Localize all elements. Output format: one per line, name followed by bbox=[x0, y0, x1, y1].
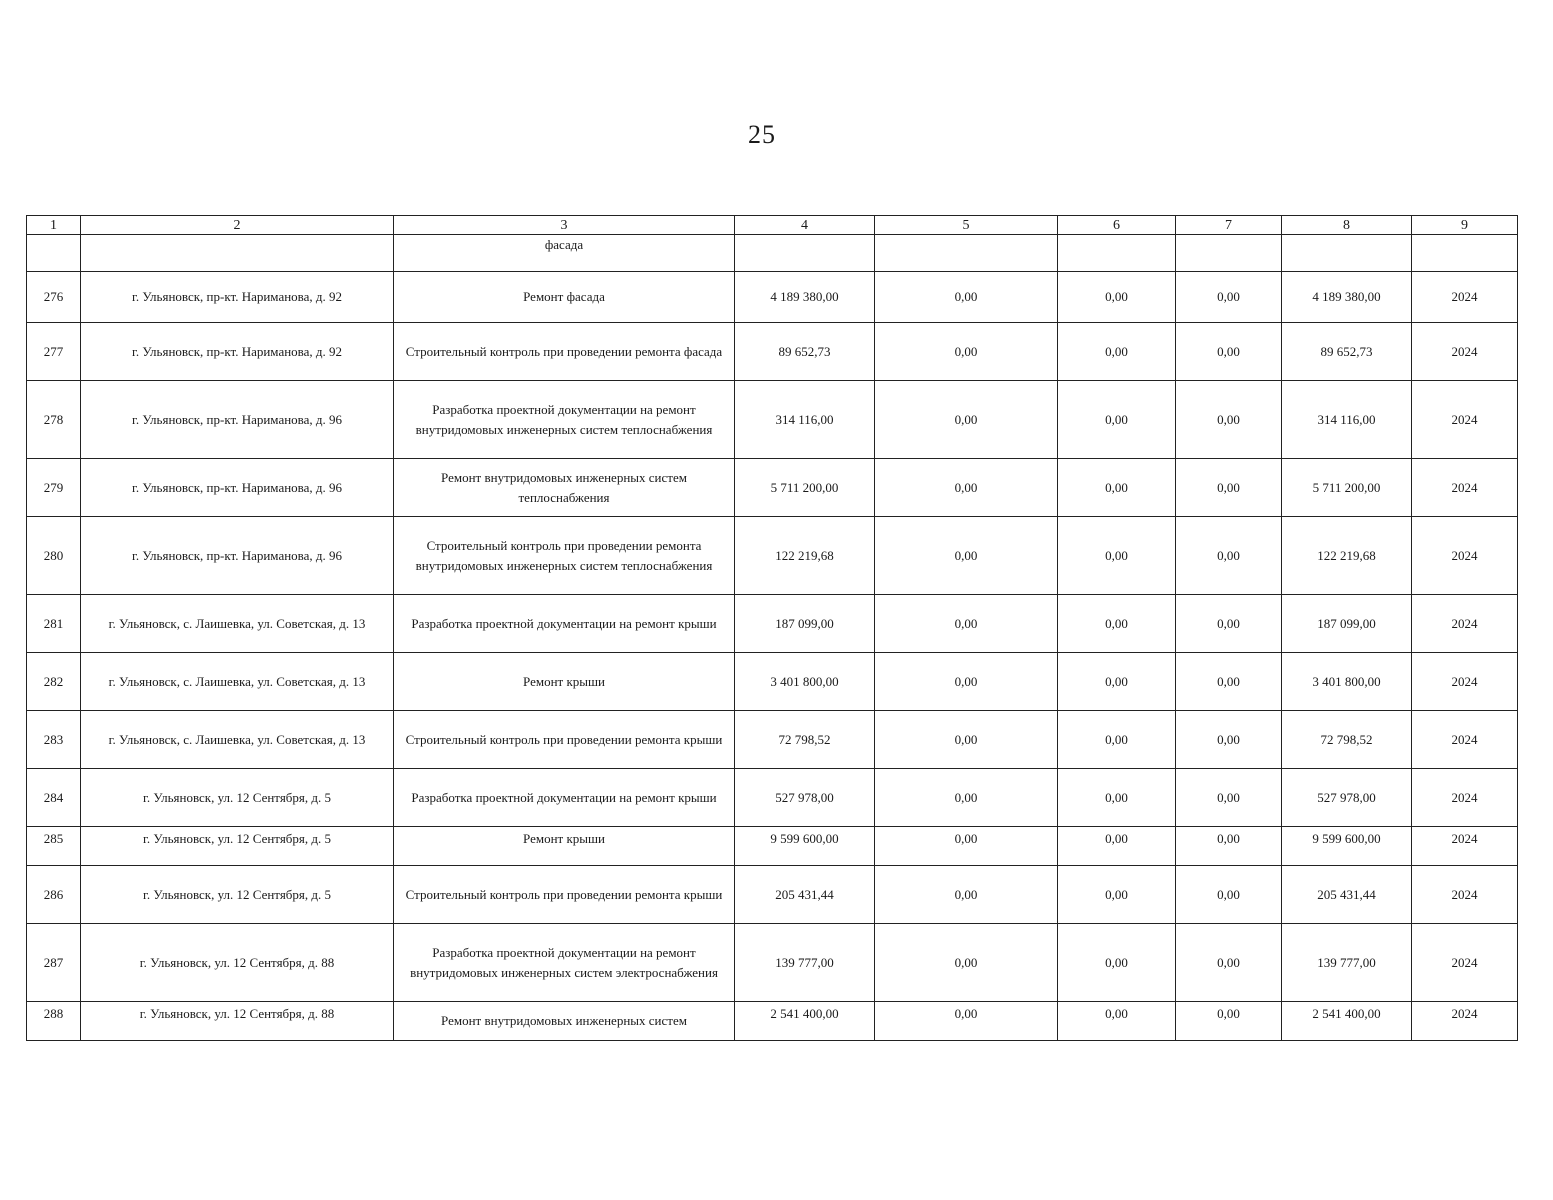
address-cell: г. Ульяновск, с. Лаишевка, ул. Советская, д. 13 bbox=[81, 711, 394, 769]
year-cell: 2024 bbox=[1412, 459, 1518, 517]
value-cell-8: 527 978,00 bbox=[1282, 769, 1412, 827]
value-cell-8: 9 599 600,00 bbox=[1282, 827, 1412, 866]
value-cell-7: 0,00 bbox=[1176, 323, 1282, 381]
value-cell-7: 0,00 bbox=[1176, 272, 1282, 323]
column-header: 1 bbox=[27, 216, 81, 235]
row-number: 278 bbox=[27, 381, 81, 459]
value-cell-5: 0,00 bbox=[875, 272, 1058, 323]
row-number: 286 bbox=[27, 866, 81, 924]
table-row bbox=[27, 924, 1518, 1002]
value-cell-5: 0,00 bbox=[875, 711, 1058, 769]
table-row bbox=[27, 769, 1518, 827]
table-row bbox=[27, 1002, 1518, 1041]
value-cell-7: 0,00 bbox=[1176, 653, 1282, 711]
value-cell-5: 0,00 bbox=[875, 459, 1058, 517]
value-cell-7: 0,00 bbox=[1176, 517, 1282, 595]
value-cell-7: 0,00 bbox=[1176, 827, 1282, 866]
value-cell-6: 0,00 bbox=[1058, 711, 1176, 769]
year-cell: 2024 bbox=[1412, 272, 1518, 323]
address-cell: г. Ульяновск, ул. 12 Сентября, д. 5 bbox=[81, 827, 394, 866]
value-cell-6: 0,00 bbox=[1058, 323, 1176, 381]
table-row bbox=[27, 653, 1518, 711]
table-row bbox=[27, 827, 1518, 866]
value-cell-8: 5 711 200,00 bbox=[1282, 459, 1412, 517]
value-cell-8: 72 798,52 bbox=[1282, 711, 1412, 769]
value-cell-6: 0,00 bbox=[1058, 595, 1176, 653]
value-cell-5: 0,00 bbox=[875, 517, 1058, 595]
value-cell-4: 187 099,00 bbox=[735, 595, 875, 653]
value-cell-6: 0,00 bbox=[1058, 1002, 1176, 1041]
work-cell: Разработка проектной документации на ремонт крыши bbox=[394, 769, 735, 827]
work-cell: фасада bbox=[394, 235, 735, 272]
column-header: 7 bbox=[1176, 216, 1282, 235]
table-row bbox=[27, 517, 1518, 595]
value-cell-8: 4 189 380,00 bbox=[1282, 272, 1412, 323]
work-cell: Строительный контроль при проведении ремонта внутридомовых инженерных систем теплоснабжения bbox=[394, 517, 735, 595]
column-header: 5 bbox=[875, 216, 1058, 235]
year-cell: 2024 bbox=[1412, 924, 1518, 1002]
column-header: 4 bbox=[735, 216, 875, 235]
table-row bbox=[27, 323, 1518, 381]
address-cell: г. Ульяновск, ул. 12 Сентября, д. 5 bbox=[81, 769, 394, 827]
value-cell-8: 3 401 800,00 bbox=[1282, 653, 1412, 711]
address-cell: г. Ульяновск, с. Лаишевка, ул. Советская, д. 13 bbox=[81, 595, 394, 653]
row-number: 276 bbox=[27, 272, 81, 323]
value-cell-4: 72 798,52 bbox=[735, 711, 875, 769]
row-number: 287 bbox=[27, 924, 81, 1002]
year-cell: 2024 bbox=[1412, 595, 1518, 653]
row-number: 277 bbox=[27, 323, 81, 381]
table-row bbox=[27, 381, 1518, 459]
value-cell-6: 0,00 bbox=[1058, 769, 1176, 827]
value-cell-8: 2 541 400,00 bbox=[1282, 1002, 1412, 1041]
address-cell: г. Ульяновск, пр-кт. Нариманова, д. 96 bbox=[81, 381, 394, 459]
column-header: 3 bbox=[394, 216, 735, 235]
table-row bbox=[27, 272, 1518, 323]
work-cell: Строительный контроль при проведении ремонта крыши bbox=[394, 866, 735, 924]
value-cell-6: 0,00 bbox=[1058, 381, 1176, 459]
work-cell: Ремонт внутридомовых инженерных систем теплоснабжения bbox=[394, 459, 735, 517]
value-cell-4: 89 652,73 bbox=[735, 323, 875, 381]
address-cell: г. Ульяновск, пр-кт. Нариманова, д. 92 bbox=[81, 272, 394, 323]
value-cell-6: 0,00 bbox=[1058, 517, 1176, 595]
value-cell-5: 0,00 bbox=[875, 381, 1058, 459]
value-cell-7: 0,00 bbox=[1176, 381, 1282, 459]
row-number: 285 bbox=[27, 827, 81, 866]
value-cell-6: 0,00 bbox=[1058, 653, 1176, 711]
value-cell-5: 0,00 bbox=[875, 769, 1058, 827]
row-number: 288 bbox=[27, 1002, 81, 1041]
value-cell-7: 0,00 bbox=[1176, 924, 1282, 1002]
column-header: 8 bbox=[1282, 216, 1412, 235]
address-cell: г. Ульяновск, пр-кт. Нариманова, д. 96 bbox=[81, 459, 394, 517]
value-cell-4: 122 219,68 bbox=[735, 517, 875, 595]
address-cell: г. Ульяновск, ул. 12 Сентября, д. 88 bbox=[81, 924, 394, 1002]
value-cell-6: 0,00 bbox=[1058, 272, 1176, 323]
year-cell: 2024 bbox=[1412, 827, 1518, 866]
address-cell: г. Ульяновск, пр-кт. Нариманова, д. 96 bbox=[81, 517, 394, 595]
value-cell-5: 0,00 bbox=[875, 827, 1058, 866]
value-cell-6: 0,00 bbox=[1058, 827, 1176, 866]
year-cell: 2024 bbox=[1412, 323, 1518, 381]
value-cell-7: 0,00 bbox=[1176, 595, 1282, 653]
value-cell-7: 0,00 bbox=[1176, 459, 1282, 517]
continuation-row bbox=[27, 235, 1518, 272]
value-cell-8: 314 116,00 bbox=[1282, 381, 1412, 459]
value-cell-8: 187 099,00 bbox=[1282, 595, 1412, 653]
value-cell-7: 0,00 bbox=[1176, 1002, 1282, 1041]
address-cell: г. Ульяновск, ул. 12 Сентября, д. 5 bbox=[81, 866, 394, 924]
value-cell-7: 0,00 bbox=[1176, 866, 1282, 924]
value-cell-4: 139 777,00 bbox=[735, 924, 875, 1002]
year-cell: 2024 bbox=[1412, 1002, 1518, 1041]
value-cell-4: 9 599 600,00 bbox=[735, 827, 875, 866]
value-cell-8: 139 777,00 bbox=[1282, 924, 1412, 1002]
value-cell-6: 0,00 bbox=[1058, 866, 1176, 924]
value-cell-5: 0,00 bbox=[875, 595, 1058, 653]
work-cell: Ремонт внутридомовых инженерных систем bbox=[394, 1002, 735, 1041]
year-cell: 2024 bbox=[1412, 653, 1518, 711]
row-number: 280 bbox=[27, 517, 81, 595]
value-cell-6: 0,00 bbox=[1058, 459, 1176, 517]
row-number: 281 bbox=[27, 595, 81, 653]
value-cell-4: 4 189 380,00 bbox=[735, 272, 875, 323]
year-cell: 2024 bbox=[1412, 711, 1518, 769]
works-table bbox=[26, 215, 1518, 1041]
year-cell: 2024 bbox=[1412, 381, 1518, 459]
work-cell: Ремонт крыши bbox=[394, 827, 735, 866]
column-number-header-row bbox=[27, 216, 1518, 235]
table-row bbox=[27, 595, 1518, 653]
value-cell-4: 314 116,00 bbox=[735, 381, 875, 459]
value-cell-5: 0,00 bbox=[875, 866, 1058, 924]
work-cell: Строительный контроль при проведении ремонта фасада bbox=[394, 323, 735, 381]
value-cell-4: 205 431,44 bbox=[735, 866, 875, 924]
work-cell: Разработка проектной документации на ремонт внутридомовых инженерных систем электроснабжения bbox=[394, 924, 735, 1002]
column-header: 2 bbox=[81, 216, 394, 235]
row-number: 284 bbox=[27, 769, 81, 827]
work-cell: Строительный контроль при проведении ремонта крыши bbox=[394, 711, 735, 769]
value-cell-4: 527 978,00 bbox=[735, 769, 875, 827]
table-row bbox=[27, 866, 1518, 924]
table-row bbox=[27, 711, 1518, 769]
table-row bbox=[27, 459, 1518, 517]
value-cell-4: 3 401 800,00 bbox=[735, 653, 875, 711]
value-cell-5: 0,00 bbox=[875, 1002, 1058, 1041]
value-cell-8: 89 652,73 bbox=[1282, 323, 1412, 381]
value-cell-7: 0,00 bbox=[1176, 769, 1282, 827]
value-cell-5: 0,00 bbox=[875, 924, 1058, 1002]
value-cell-6: 0,00 bbox=[1058, 924, 1176, 1002]
value-cell-8: 205 431,44 bbox=[1282, 866, 1412, 924]
year-cell: 2024 bbox=[1412, 769, 1518, 827]
work-cell: Разработка проектной документации на ремонт крыши bbox=[394, 595, 735, 653]
work-cell: Ремонт фасада bbox=[394, 272, 735, 323]
work-cell: Ремонт крыши bbox=[394, 653, 735, 711]
value-cell-7: 0,00 bbox=[1176, 711, 1282, 769]
row-number: 282 bbox=[27, 653, 81, 711]
value-cell-4: 5 711 200,00 bbox=[735, 459, 875, 517]
row-number: 279 bbox=[27, 459, 81, 517]
column-header: 9 bbox=[1412, 216, 1518, 235]
address-cell: г. Ульяновск, с. Лаишевка, ул. Советская, д. 13 bbox=[81, 653, 394, 711]
work-cell: Разработка проектной документации на ремонт внутридомовых инженерных систем теплоснабжения bbox=[394, 381, 735, 459]
value-cell-5: 0,00 bbox=[875, 653, 1058, 711]
value-cell-5: 0,00 bbox=[875, 323, 1058, 381]
address-cell: г. Ульяновск, ул. 12 Сентября, д. 88 bbox=[81, 1002, 394, 1041]
year-cell: 2024 bbox=[1412, 517, 1518, 595]
column-header: 6 bbox=[1058, 216, 1176, 235]
address-cell: г. Ульяновск, пр-кт. Нариманова, д. 92 bbox=[81, 323, 394, 381]
year-cell: 2024 bbox=[1412, 866, 1518, 924]
row-number: 283 bbox=[27, 711, 81, 769]
value-cell-4: 2 541 400,00 bbox=[735, 1002, 875, 1041]
value-cell-8: 122 219,68 bbox=[1282, 517, 1412, 595]
page-number: 25 bbox=[748, 120, 776, 149]
